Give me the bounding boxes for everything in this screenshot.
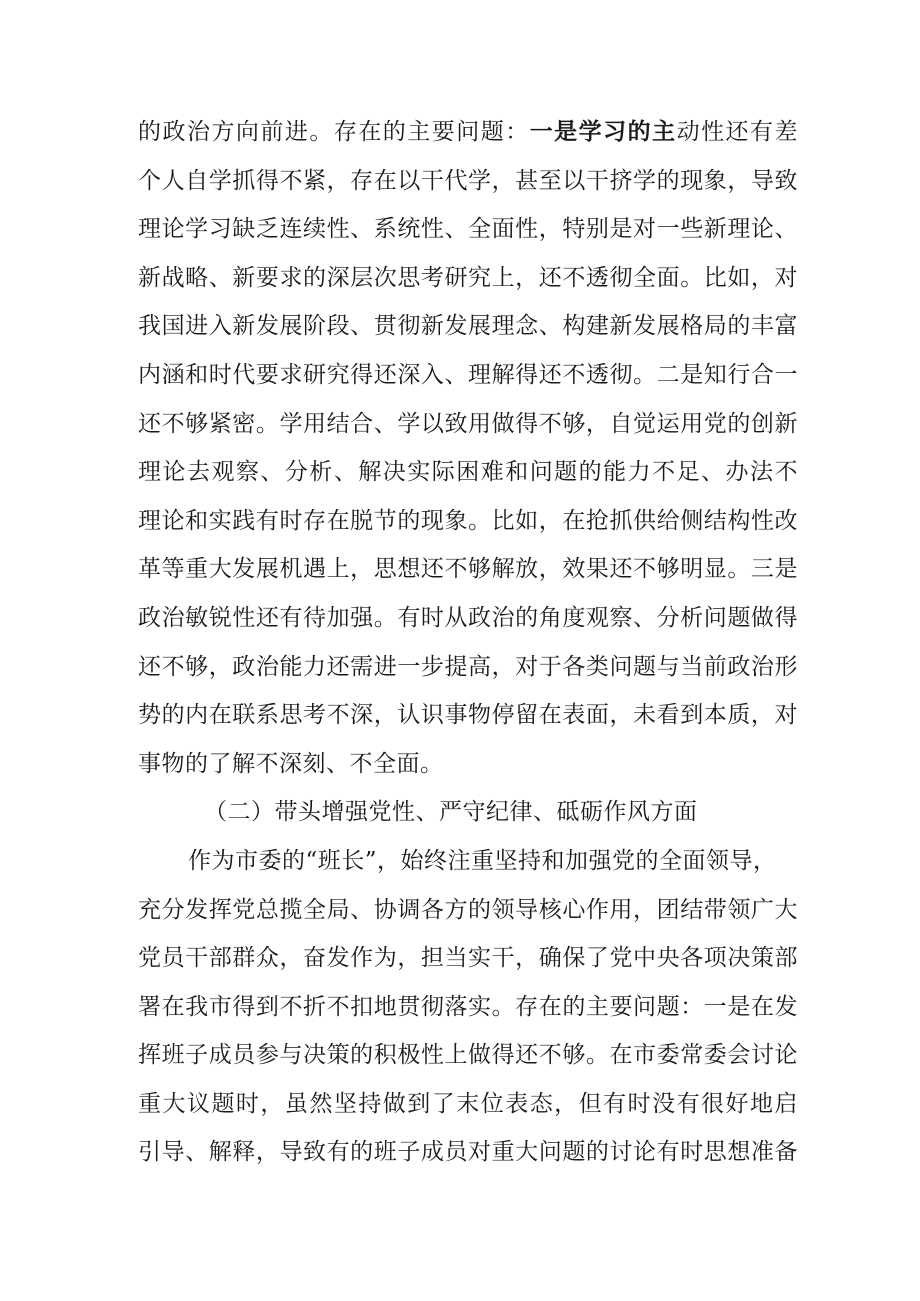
paragraph-2-line-5: 挥班子成员参与决策的积极性上做得还不够。在市委常委会讨论 — [138, 1042, 798, 1069]
paragraph-1-line-2: 个人自学抓得不紧，存在以干代学，甚至以干挤学的现象，导致 — [138, 167, 798, 194]
paragraph-1-line-10: 革等重大发展机遇上，思想还不够解放，效果还不够明显。三是 — [138, 556, 798, 583]
paragraph-1-line-1 — [138, 108, 798, 157]
bold-emphasis: 一是学习的主 — [529, 119, 677, 145]
text-run: 动性还有差 — [676, 119, 798, 145]
paragraph-1-line-3: 理论学习缺乏连续性、系统性、全面性，特别是对一些新理论、 — [138, 216, 798, 243]
paragraph-1-line-8: 理论去观察、分析、解决实际困难和问题的能力不足、办法不 — [138, 459, 798, 486]
paragraph-1-line-9: 理论和实践有时存在脱节的现象。比如，在抢抓供给侧结构性改 — [138, 507, 798, 534]
paragraph-1-line-6: 内涵和时代要求研究得还深入、理解得还不透彻。二是知行合一 — [138, 361, 798, 388]
paragraph-2-line-1: 作为市委的“班长”，始终注重坚持和加强党的全面领导， — [188, 847, 777, 874]
paragraph-2-line-2: 充分发挥党总揽全局、协调各方的领导核心作用，团结带领广大 — [138, 896, 798, 923]
paragraph-1-line-11: 政治敏锐性还有待加强。有时从政治的角度观察、分析问题做得 — [138, 604, 798, 631]
paragraph-1-line-14: 事物的了解不深刻、不全面。 — [138, 750, 444, 777]
paragraph-1-line-5: 我国进入新发展阶段、贯彻新发展理念、构建新发展格局的丰富 — [138, 313, 798, 340]
paragraph-2-line-3: 党员干部群众，奋发作为，担当实干，确保了党中央各项决策部 — [138, 945, 798, 972]
text-run: 的政治方向前进。存在的主要问题： — [138, 119, 530, 145]
paragraph-2-line-6: 重大议题时，虽然坚持做到了末位表态，但有时没有很好地启 — [138, 1090, 798, 1117]
document-body — [138, 108, 798, 1177]
paragraph-2-line-7: 引导、解释，导致有的班子成员对重大问题的讨论有时思想准备 — [138, 1139, 798, 1166]
paragraph-1-line-7: 还不够紧密。学用结合、学以致用做得不够，自觉运用党的创新 — [138, 410, 798, 437]
paragraph-1-line-12: 还不够，政治能力还需进一步提高，对于各类问题与当前政治形 — [138, 653, 798, 680]
paragraph-1-line-4: 新战略、新要求的深层次思考研究上，还不透彻全面。比如，对 — [138, 264, 798, 291]
section-heading: （二）带头增强党性、严守纪律、砥砺作风方面 — [204, 799, 698, 826]
paragraph-1-line-13: 势的内在联系思考不深，认识事物停留在表面，未看到本质，对 — [138, 702, 798, 729]
paragraph-2-line-4: 署在我市得到不折不扣地贯彻落实。存在的主要问题：一是在发 — [138, 993, 798, 1020]
